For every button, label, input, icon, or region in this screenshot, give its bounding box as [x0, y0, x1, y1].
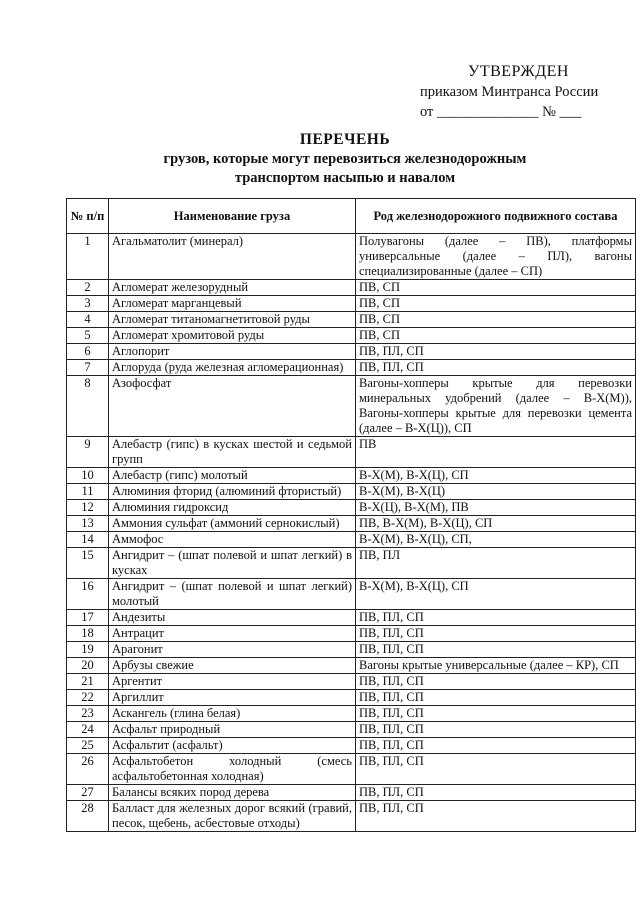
table-row: [67, 754, 636, 785]
approval-title: УТВЕРЖДЕН: [468, 63, 569, 80]
approval-order: приказом Минтранса России: [420, 84, 599, 100]
header-cargo-name: Наименование груза: [109, 199, 356, 234]
rolling-stock: ПВ, ПЛ, СП: [356, 360, 636, 376]
cargo-table: [66, 198, 636, 832]
table-row: [67, 722, 636, 738]
row-number: 6: [67, 344, 109, 360]
rolling-stock: ПВ, ПЛ, СП: [356, 626, 636, 642]
row-number: 23: [67, 706, 109, 722]
row-number: 19: [67, 642, 109, 658]
table-row: [67, 690, 636, 706]
rolling-stock: ПВ, ПЛ, СП: [356, 344, 636, 360]
row-number: 27: [67, 785, 109, 801]
cargo-name: Агломерат железорудный: [109, 280, 356, 296]
cargo-name: Аглопорит: [109, 344, 356, 360]
table-row: [67, 610, 636, 626]
row-number: 17: [67, 610, 109, 626]
rolling-stock: ПВ, СП: [356, 280, 636, 296]
cargo-name: Агальматолит (минерал): [109, 234, 356, 280]
cargo-name: Агломерат марганцевый: [109, 296, 356, 312]
row-number: 20: [67, 658, 109, 674]
row-number: 13: [67, 516, 109, 532]
table-row: [67, 674, 636, 690]
cargo-name: Асфальт природный: [109, 722, 356, 738]
rolling-stock: Полувагоны (далее – ПВ), платформы универсальные (далее – ПЛ), вагоны специализированные (далее – СП): [356, 234, 636, 280]
row-number: 12: [67, 500, 109, 516]
cargo-name: Алебастр (гипс) в кусках шестой и седьмой групп: [109, 437, 356, 468]
table-row: [67, 516, 636, 532]
row-number: 8: [67, 376, 109, 437]
table-row: [67, 801, 636, 832]
table-row: [67, 548, 636, 579]
rolling-stock: ПВ, ПЛ, СП: [356, 754, 636, 785]
header-rolling-stock: Род железнодорожного подвижного состава: [356, 199, 636, 234]
cargo-name: Аскангель (глина белая): [109, 706, 356, 722]
rolling-stock: ПВ, ПЛ, СП: [356, 801, 636, 832]
table-header-row: [67, 199, 636, 234]
cargo-name: Агломерат титаномагнетитовой руды: [109, 312, 356, 328]
rolling-stock: В-Х(М), В-Х(Ц), СП,: [356, 532, 636, 548]
document-title: ПЕРЕЧЕНЬ: [299, 131, 391, 148]
rolling-stock: В-Х(Ц), В-Х(М), ПВ: [356, 500, 636, 516]
table-row: [67, 500, 636, 516]
cargo-name: Арагонит: [109, 642, 356, 658]
rolling-stock: ПВ, СП: [356, 296, 636, 312]
cargo-name: Аммофос: [109, 532, 356, 548]
cargo-name: Алебастр (гипс) молотый: [109, 468, 356, 484]
table-row: [67, 642, 636, 658]
cargo-name: Антрацит: [109, 626, 356, 642]
row-number: 10: [67, 468, 109, 484]
row-number: 24: [67, 722, 109, 738]
rolling-stock: ПВ, ПЛ, СП: [356, 722, 636, 738]
cargo-name: Азофосфат: [109, 376, 356, 437]
row-number: 9: [67, 437, 109, 468]
table-row: [67, 484, 636, 500]
approval-date-number: от ______________ № ___: [420, 104, 582, 120]
cargo-name: Ангидрит – (шпат полевой и шпат легкий) в кусках: [109, 548, 356, 579]
rolling-stock: ПВ: [356, 437, 636, 468]
table-row: [67, 532, 636, 548]
cargo-name: Аммония сульфат (аммоний сернокислый): [109, 516, 356, 532]
rolling-stock: ПВ, ПЛ, СП: [356, 738, 636, 754]
cargo-name: Аглоруда (руда железная агломерационная): [109, 360, 356, 376]
cargo-name: Алюминия гидроксид: [109, 500, 356, 516]
cargo-name: Балансы всяких пород дерева: [109, 785, 356, 801]
row-number: 16: [67, 579, 109, 610]
table-row: [67, 360, 636, 376]
rolling-stock: В-Х(М), В-Х(Ц), СП: [356, 468, 636, 484]
rolling-stock: ПВ, СП: [356, 312, 636, 328]
rolling-stock: ПВ, ПЛ, СП: [356, 642, 636, 658]
table-row: [67, 706, 636, 722]
table-row: [67, 626, 636, 642]
table-row: [67, 658, 636, 674]
rolling-stock: Вагоны крытые универсальные (далее – КР), СП: [356, 658, 636, 674]
rolling-stock: В-Х(М), В-Х(Ц), СП: [356, 579, 636, 610]
cargo-name: Ангидрит – (шпат полевой и шпат легкий) молотый: [109, 579, 356, 610]
row-number: 4: [67, 312, 109, 328]
rolling-stock: В-Х(М), В-Х(Ц): [356, 484, 636, 500]
table-row: [67, 312, 636, 328]
approval-stamp: [420, 62, 620, 122]
row-number: 22: [67, 690, 109, 706]
table-row: [67, 296, 636, 312]
table-row: [67, 785, 636, 801]
rolling-stock: ПВ, СП: [356, 328, 636, 344]
table-row: [67, 344, 636, 360]
row-number: 1: [67, 234, 109, 280]
cargo-name: Аргиллит: [109, 690, 356, 706]
table-row: [67, 328, 636, 344]
rolling-stock: ПВ, В-Х(М), В-Х(Ц), СП: [356, 516, 636, 532]
rolling-stock: ПВ, ПЛ, СП: [356, 674, 636, 690]
row-number: 5: [67, 328, 109, 344]
table-row: [67, 468, 636, 484]
cargo-name: Аргентит: [109, 674, 356, 690]
cargo-name: Арбузы свежие: [109, 658, 356, 674]
cargo-name: Балласт для железных дорог всякий (гравий, песок, щебень, асбестовые отходы): [109, 801, 356, 832]
cargo-name: Агломерат хромитовой руды: [109, 328, 356, 344]
document-subtitle-line2: транспортом насыпью и навалом: [234, 170, 456, 186]
row-number: 2: [67, 280, 109, 296]
document-heading: [80, 130, 610, 188]
rolling-stock: ПВ, ПЛ: [356, 548, 636, 579]
row-number: 3: [67, 296, 109, 312]
cargo-name: Андезиты: [109, 610, 356, 626]
rolling-stock: ПВ, ПЛ, СП: [356, 785, 636, 801]
table-row: [67, 738, 636, 754]
table-row: [67, 280, 636, 296]
row-number: 11: [67, 484, 109, 500]
table-row: [67, 376, 636, 437]
cargo-name: Асфальтобетон холодный (смесь асфальтобетонная холодная): [109, 754, 356, 785]
row-number: 25: [67, 738, 109, 754]
row-number: 15: [67, 548, 109, 579]
header-number: № п/п: [67, 199, 109, 234]
rolling-stock: ПВ, ПЛ, СП: [356, 690, 636, 706]
cargo-name: Алюминия фторид (алюминий фтористый): [109, 484, 356, 500]
row-number: 18: [67, 626, 109, 642]
table-row: [67, 579, 636, 610]
row-number: 14: [67, 532, 109, 548]
table-row: [67, 437, 636, 468]
rolling-stock: ПВ, ПЛ, СП: [356, 706, 636, 722]
document-subtitle-line1: грузов, которые могут перевозиться железнодорожным: [163, 151, 527, 167]
rolling-stock: Вагоны-хопперы крытые для перевозки минеральных удобрений (далее – В-Х(М)), Вагоны-хопперы крытые для перевозки цемента (далее – В-Х(Ц)), СП: [356, 376, 636, 437]
table-row: [67, 234, 636, 280]
row-number: 21: [67, 674, 109, 690]
row-number: 26: [67, 754, 109, 785]
cargo-name: Асфальтит (асфальт): [109, 738, 356, 754]
row-number: 28: [67, 801, 109, 832]
row-number: 7: [67, 360, 109, 376]
rolling-stock: ПВ, ПЛ, СП: [356, 610, 636, 626]
